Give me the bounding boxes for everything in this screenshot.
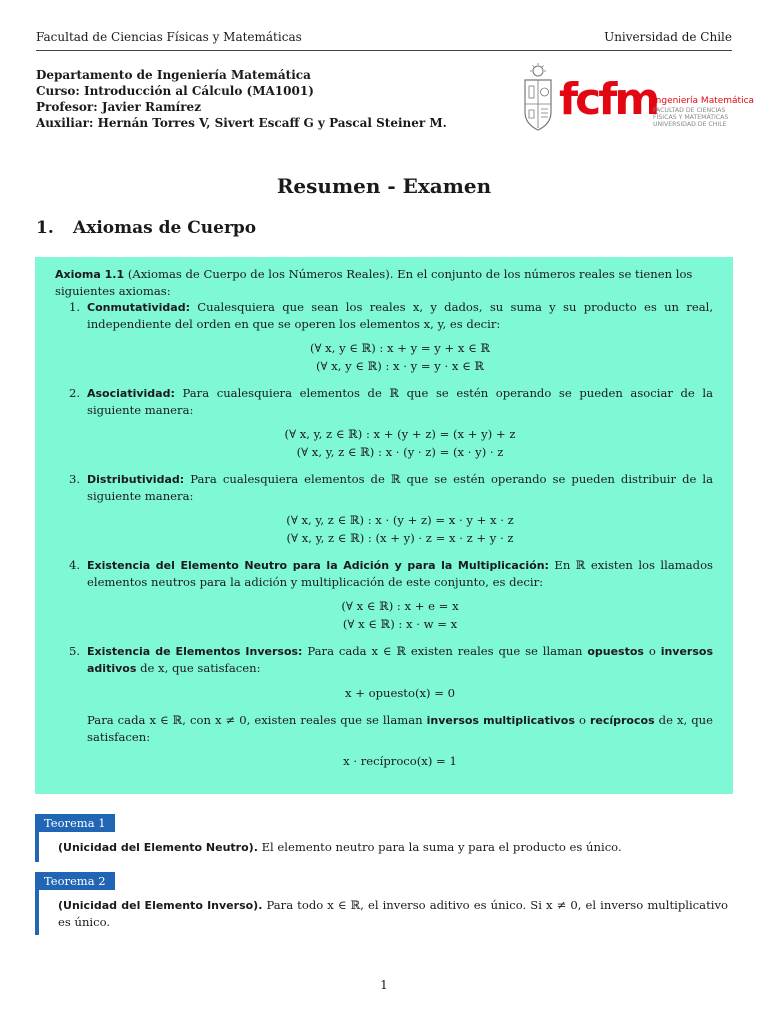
theorem-1-label: Teorema 1 <box>35 814 115 832</box>
item-text: Para cualesquiera elementos de ℝ que se estén operando se pueden distribuir de la siguiente manera: <box>87 472 713 503</box>
equation-block <box>87 752 713 770</box>
theorem-1-body <box>58 839 728 856</box>
theorem-2-body <box>58 897 728 930</box>
axiom-item <box>55 643 713 770</box>
assistant-line: Auxiliar: Hernán Torres V, Sivert Escaff G y Pascal Steiner M. <box>36 116 447 130</box>
theorem-1-bar <box>35 832 39 862</box>
axiom-item <box>55 557 713 633</box>
term-reciprocos: recíprocos <box>589 714 655 727</box>
professor-line: Profesor: Javier Ramírez <box>36 100 202 114</box>
theorem-2-label: Teorema 2 <box>35 872 115 890</box>
equation-block <box>87 425 713 461</box>
term-opuestos: opuestos <box>587 645 644 658</box>
axiom-name: (Axiomas de Cuerpo de los Números Reales). <box>127 267 394 281</box>
university-seal-icon <box>525 63 551 130</box>
theorem-1-text: El elemento neutro para la suma y para el producto es único. <box>261 840 622 854</box>
item-title: Asociatividad: <box>87 387 175 400</box>
axiom-list <box>55 299 713 770</box>
item-number: 2. <box>69 386 81 400</box>
axiom-box <box>35 257 733 794</box>
item-text: de x, que satisfacen: <box>87 713 713 744</box>
equation: (∀ x, y, z ∈ ℝ) : x · (y + z) = x · y + x · z <box>286 513 514 527</box>
item-number: 3. <box>69 472 81 486</box>
axiom-item <box>55 385 713 461</box>
equation-block <box>87 597 713 633</box>
axiom-header <box>55 266 713 299</box>
department-line: Departamento de Ingeniería Matemática <box>36 68 311 82</box>
equation: (∀ x, y ∈ ℝ) : x · y = y · x ∈ ℝ <box>315 359 484 373</box>
item-title: Conmutatividad: <box>87 301 190 314</box>
item-title: Distributividad: <box>87 473 185 486</box>
item-text: de x, que satisfacen: <box>140 661 261 675</box>
item-text: Para cada x ∈ ℝ existen reales que se llaman <box>307 644 583 658</box>
header-faculty: Facultad de Ciencias Físicas y Matemáticas <box>36 30 302 44</box>
equation: (∀ x, y ∈ ℝ) : x + y = y + x ∈ ℝ <box>309 341 491 355</box>
equation: (∀ x ∈ ℝ) : x · w = x <box>342 617 458 631</box>
logo-university: UNIVERSIDAD DE CHILE <box>653 121 727 128</box>
running-header <box>36 30 732 44</box>
header-rule <box>36 50 732 51</box>
term-inversos-aditivos: inversos aditivos <box>87 645 714 675</box>
header-university: Universidad de Chile <box>604 30 732 44</box>
logo-faculty-2: FÍSICAS Y MATEMÁTICAS <box>653 114 729 121</box>
item-text: Cualesquiera que sean los reales x, y dados, su suma y su producto es un real, independiente del orden en que se operen los elementos x, y, es decir: <box>87 300 714 331</box>
item-text: o <box>648 644 656 658</box>
axiom-item <box>55 471 713 547</box>
equation: (∀ x, y, z ∈ ℝ) : x · (y · z) = (x · y) · z <box>296 445 504 459</box>
axiom-label: Axioma 1.1 <box>55 268 125 281</box>
item-text: Para cualesquiera elementos de ℝ que se estén operando se pueden asociar de la siguiente manera: <box>87 386 713 417</box>
fcfm-wordmark: fcfm <box>559 74 658 125</box>
page-number: 1 <box>380 978 388 992</box>
item-number: 1. <box>69 300 81 314</box>
equation: (∀ x, y, z ∈ ℝ) : (x + y) · z = x · z + y · z <box>286 531 514 545</box>
logo-faculty-1: FACULTAD DE CIENCIAS <box>653 107 726 114</box>
item-number: 4. <box>69 558 81 572</box>
reciprocal-paragraph <box>87 712 713 745</box>
equation-block <box>87 511 713 547</box>
course-info <box>36 67 447 131</box>
section-title: Axiomas de Cuerpo <box>73 218 257 238</box>
fcfm-logo <box>522 62 755 132</box>
equation: x · recíproco(x) = 1 <box>343 754 457 768</box>
item-title: Existencia de Elementos Inversos: <box>87 645 303 658</box>
section-heading <box>36 218 256 238</box>
page-title: Resumen - Examen <box>276 174 492 198</box>
theorem-2-text: Para todo x ∈ ℝ, el inverso aditivo es único. Si x ≠ 0, el inverso multiplicativo es único. <box>58 898 728 929</box>
equation: (∀ x, y, z ∈ ℝ) : x + (y + z) = (x + y) + z <box>284 427 516 441</box>
logo-dept: Ingeniería Matemática <box>653 96 755 106</box>
item-text: En ℝ existen los llamados elementos neutros para la adición y multiplicación de este conjunto, es decir: <box>87 558 714 589</box>
course-line: Curso: Introducción al Cálculo (MA1001) <box>36 84 314 98</box>
item-title: Existencia del Elemento Neutro para la Adición y para la Multiplicación: <box>87 559 549 572</box>
section-number: 1. <box>36 218 54 238</box>
equation-block <box>87 339 713 375</box>
item-text: Para cada x ∈ ℝ, con x ≠ 0, existen reales que se llaman <box>87 713 423 727</box>
axiom-intro: En el conjunto de los números reales se tienen los siguientes axiomas: <box>55 267 693 298</box>
item-number: 5. <box>69 644 81 658</box>
item-text: o <box>578 713 586 727</box>
theorem-1-name: (Unicidad del Elemento Neutro). <box>58 841 258 854</box>
theorem-2-name: (Unicidad del Elemento Inverso). <box>58 899 263 912</box>
term-inversos-multiplicativos: inversos multiplicativos <box>426 714 575 727</box>
theorem-2-bar <box>35 890 39 935</box>
axiom-item <box>55 299 713 375</box>
equation-block <box>87 684 713 702</box>
equation: x + opuesto(x) = 0 <box>345 686 455 700</box>
equation: (∀ x ∈ ℝ) : x + e = x <box>341 599 459 613</box>
